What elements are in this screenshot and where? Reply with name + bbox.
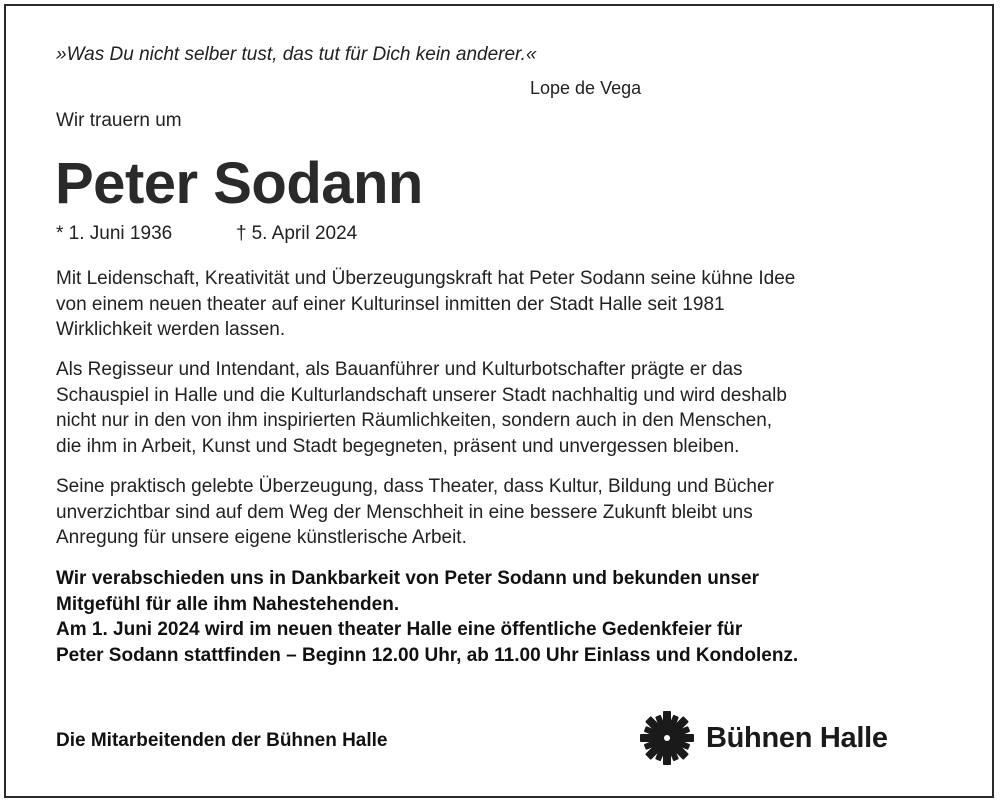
deceased-name: Peter Sodann — [55, 151, 423, 216]
paragraph-line: Seine praktisch gelebte Überzeugung, dass Theater, dass Kultur, Bildung und Bücher — [56, 476, 774, 497]
paragraph-career — [56, 357, 956, 459]
paragraph-farewell — [56, 566, 956, 668]
logo-text: Bühnen Halle — [706, 722, 888, 754]
paragraph-conviction — [56, 474, 956, 551]
paragraph-line: Schauspiel in Halle und die Kulturlandschaft unserer Stadt nachhaltig und wird deshalb — [56, 384, 787, 406]
paragraph-line: Wirklichkeit werden lassen. — [56, 319, 286, 340]
quote-author: Lope de Vega — [530, 78, 642, 98]
paragraph-line: Als Regisseur und Intendant, als Bauanführer und Kulturbotschafter prägte er das — [56, 359, 743, 380]
paragraph-line: von einem neuen theater auf einer Kulturinsel inmitten der Stadt Halle seit 1981 — [56, 293, 725, 315]
death-date — [236, 223, 357, 245]
paragraph-line: Anregung für unsere eigene künstlerische Arbeit. — [56, 527, 467, 548]
death-date-text: 5. April 2024 — [251, 223, 358, 244]
starburst-icon — [640, 711, 694, 765]
paragraph-line: Mitgefühl für alle ihm Nahestehenden. — [56, 593, 400, 615]
buehnen-halle-logo — [640, 711, 940, 767]
paragraph-line: Peter Sodann stattfinden – Beginn 12.00 Uhr, ab 11.00 Uhr Einlass und Kondolenz. — [56, 644, 799, 666]
paragraph-line: die ihm in Arbeit, Kunst und Stadt begegneten, präsent und unvergessen bleiben. — [56, 435, 740, 457]
paragraph-line: Mit Leidenschaft, Kreativität und Überzeugungskraft hat Peter Sodann seine kühne Idee — [56, 268, 796, 289]
signature: Die Mitarbeitenden der Bühnen Halle — [56, 730, 388, 751]
paragraph-line: nicht nur in den von ihm inspirierten Räumlichkeiten, sondern auch in den Menschen, — [56, 410, 773, 431]
birth-date: * 1. Juni 1936 — [56, 223, 173, 244]
paragraph-line: Am 1. Juni 2024 wird im neuen theater Halle eine öffentliche Gedenkfeier für — [56, 619, 743, 640]
paragraph-line: Wir verabschieden uns in Dankbarkeit von Peter Sodann und bekunden unser — [56, 568, 759, 589]
paragraph-line: unverzichtbar sind auf dem Weg der Menschheit in eine bessere Zukunft bleibt uns — [56, 501, 753, 523]
paragraph-legacy — [56, 266, 956, 343]
intro-text: Wir trauern um — [56, 110, 182, 131]
cross-icon: † — [236, 223, 247, 244]
quote-text: »Was Du nicht selber tust, das tut für Dich kein anderer.« — [56, 44, 537, 65]
